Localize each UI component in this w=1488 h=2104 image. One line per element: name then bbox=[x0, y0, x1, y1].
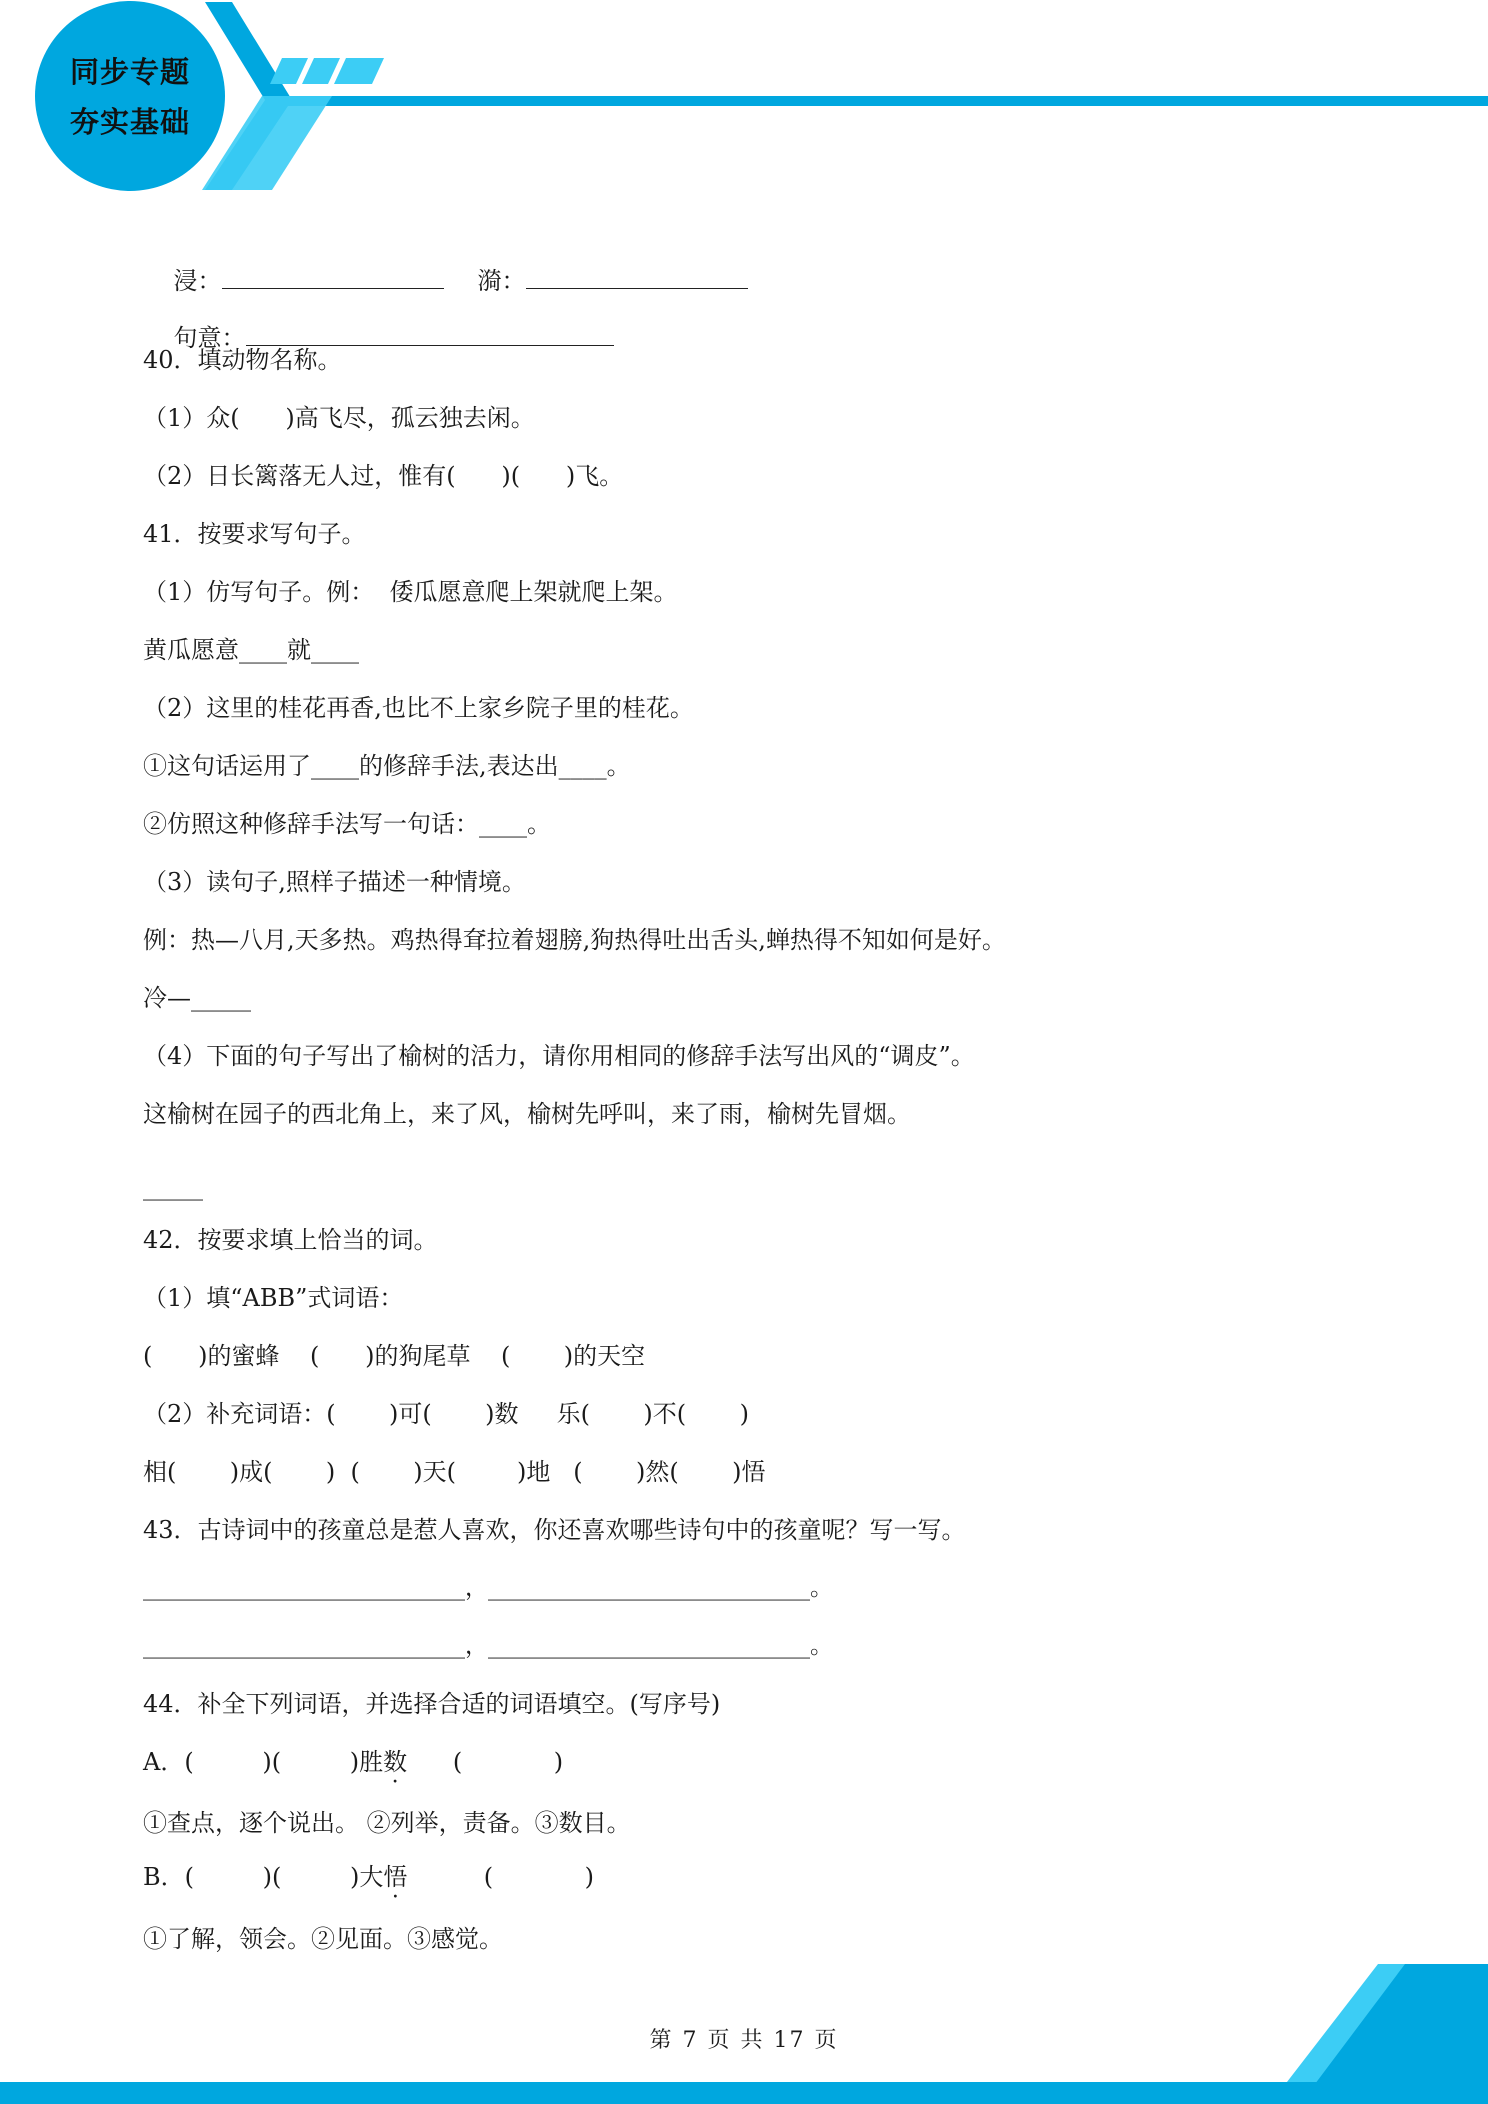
line-28: B．( )( )大悟 ( ) bbox=[143, 1863, 594, 1891]
line-10: ②仿照这种修辞手法写一句话：____。 bbox=[143, 810, 551, 838]
line-11: （3）读句子,照样子描述一种情境。 bbox=[143, 868, 526, 896]
question-43: 43．古诗词中的孩童总是惹人喜欢，你还喜欢哪些诗句中的孩童呢？写一写。 bbox=[143, 1516, 966, 1544]
line-16: _____ bbox=[143, 1173, 203, 1201]
line-23: ____________________________，____________________________。 bbox=[143, 1575, 833, 1601]
line-12: 例：热—八月,天多热。鸡热得耷拉着翅膀,狗热得吐出舌头,蝉热得不知如何是好。 bbox=[143, 926, 1006, 954]
line-24: ____________________________，____________________________。 bbox=[143, 1633, 833, 1659]
line-27: ①查点，逐个说出。 ②列举，责备。③数目。 bbox=[143, 1809, 631, 1837]
line-6: （1）仿写句子。例： 倭瓜愿意爬上架就爬上架。 bbox=[143, 578, 678, 606]
line-0: 浸： 漪： bbox=[143, 228, 748, 332]
question-40: 40．填动物名称。 bbox=[143, 346, 342, 374]
question-44: 44．补全下列词语，并选择合适的词语填空。(写序号) bbox=[143, 1690, 721, 1718]
line-29: ①了解，领会。②见面。③感觉。 bbox=[143, 1925, 503, 1953]
badge-line-2: 夯实基础 bbox=[69, 105, 190, 139]
answer-blank[interactable] bbox=[246, 319, 614, 346]
line-3: （1）众( )高飞尽，孤云独去闲。 bbox=[143, 404, 535, 432]
badge-line-1: 同步专题 bbox=[69, 55, 190, 89]
line-15: 这榆树在园子的西北角上，来了风，榆树先呼叫，来了雨，榆树先冒烟。 bbox=[143, 1100, 911, 1128]
line-9: ①这句话运用了____的修辞手法,表达出____。 bbox=[143, 752, 631, 780]
footer-banner bbox=[0, 1954, 1488, 2104]
line-8: （2）这里的桂花再香,也比不上家乡院子里的桂花。 bbox=[143, 694, 694, 722]
line-13: 冷—_____ bbox=[143, 984, 251, 1012]
line-20: （2）补充词语：( )可( )数 乐( )不( ) bbox=[143, 1400, 749, 1428]
page-number: 第 7 页 共 17 页 bbox=[649, 2028, 839, 2053]
line-18: （1）填“ABB”式词语： bbox=[143, 1284, 404, 1312]
line-26: A．( )( )胜数 ( ) bbox=[143, 1748, 564, 1776]
question-41: 41．按要求写句子。 bbox=[143, 520, 366, 548]
line-21: 相( )成( ) ( )天( )地 ( )然( )悟 bbox=[143, 1458, 766, 1486]
line-1: 句意： bbox=[143, 285, 614, 389]
line-19: ( )的蜜蜂 ( )的狗尾草 ( )的天空 bbox=[143, 1342, 646, 1370]
question-42: 42．按要求填上恰当的词。 bbox=[143, 1226, 438, 1254]
header-badge bbox=[34, 4, 226, 190]
line-4: （2）日长篱落无人过，惟有( )( )飞。 bbox=[143, 462, 624, 490]
line-7: 黄瓜愿意____就____ bbox=[143, 636, 359, 664]
line-14: （4）下面的句子写出了榆树的活力，请你用相同的修辞手法写出风的“调皮”。 bbox=[143, 1042, 975, 1070]
